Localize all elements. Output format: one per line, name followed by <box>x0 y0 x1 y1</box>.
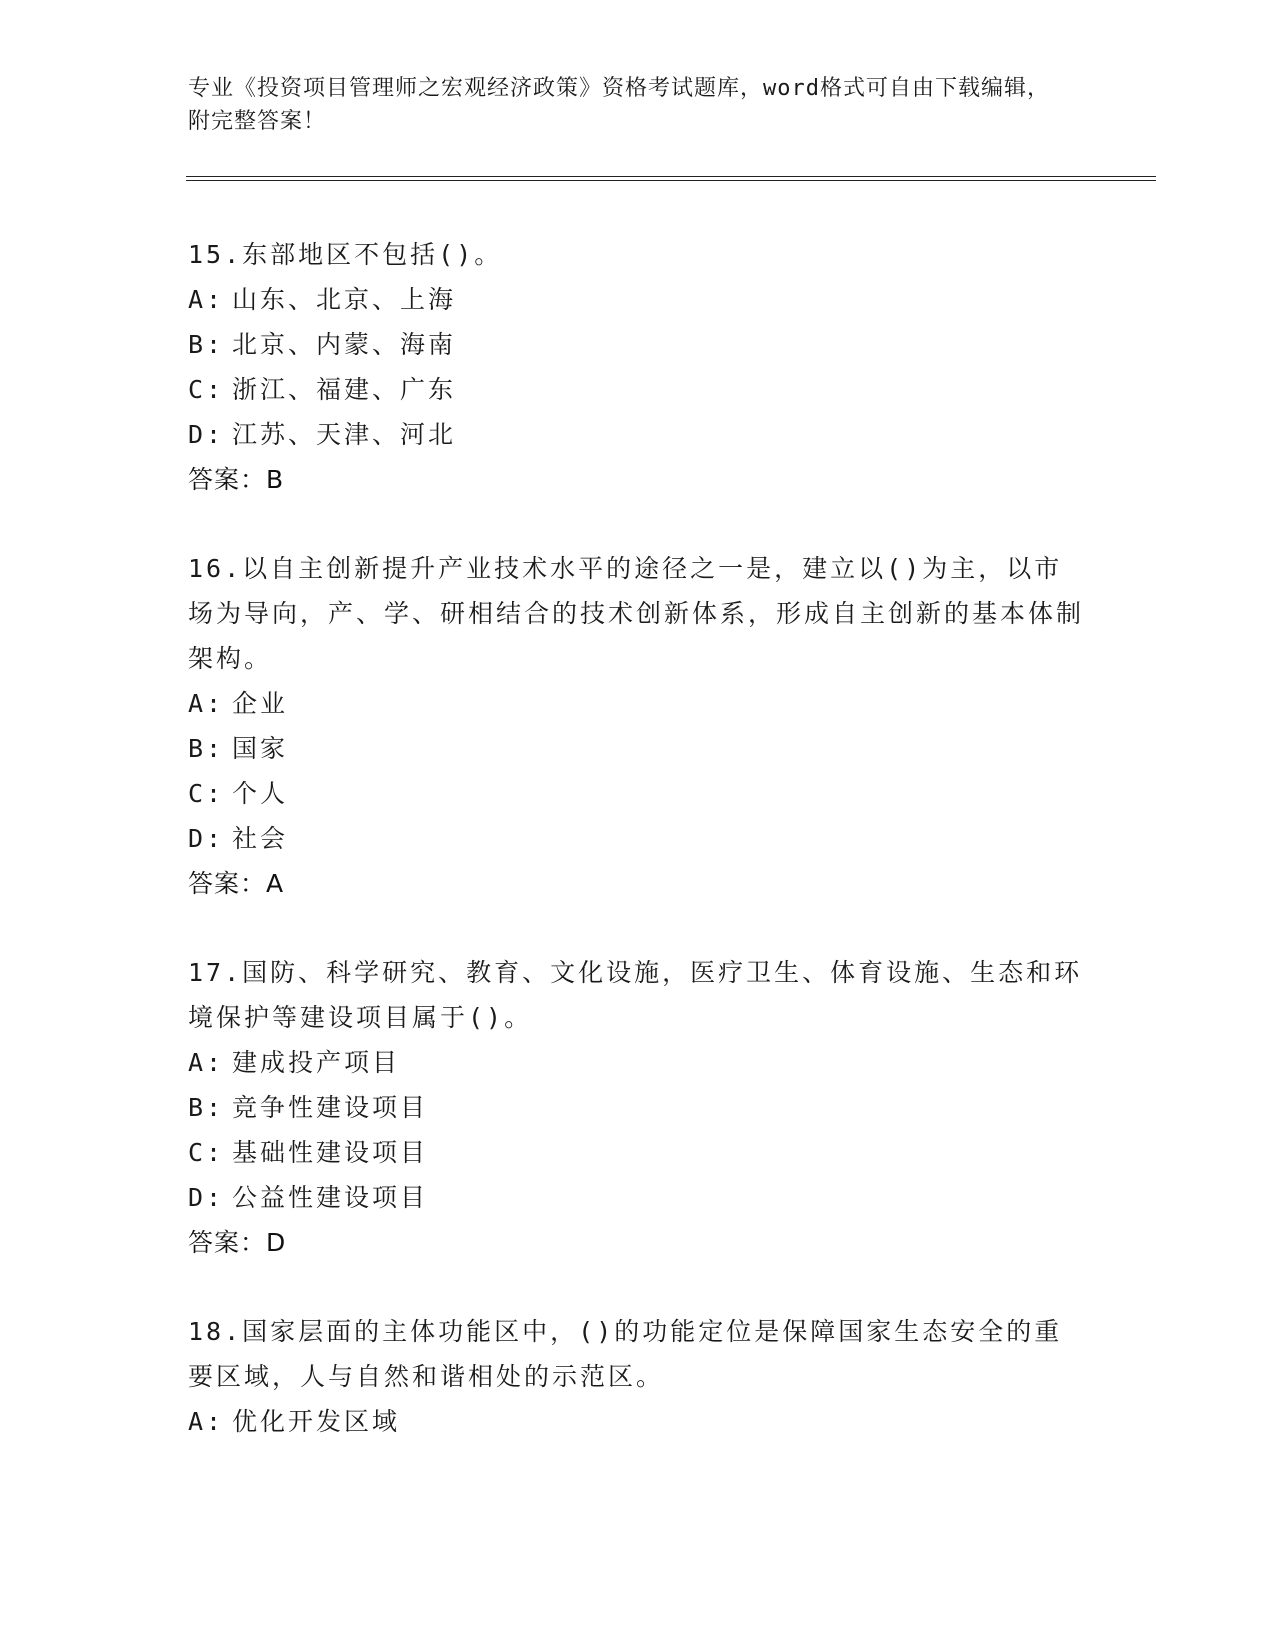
option-text: 浙江、福建、广东 <box>232 375 457 404</box>
option-b <box>188 1085 1088 1130</box>
option-letter: D: <box>188 1183 225 1212</box>
question-18 <box>188 1309 1088 1444</box>
header-divider <box>186 176 1156 181</box>
question-list <box>188 232 1088 1488</box>
option-c <box>188 1130 1088 1175</box>
document-header: 专业《投资项目管理师之宏观经济政策》资格考试题库，word格式可自由下载编辑，附完整答案！ <box>188 76 1050 134</box>
question-15 <box>188 232 1088 502</box>
option-text: 建成投产项目 <box>232 1048 401 1077</box>
question-stem: 16.以自主创新提升产业技术水平的途径之一是，建立以()为主，以市场为导向，产、学、研相结合的技术创新体系，形成自主创新的基本体制架构。 <box>188 554 1085 673</box>
option-text: 江苏、天津、河北 <box>232 420 457 449</box>
option-text: 国家 <box>232 734 289 763</box>
question-17 <box>188 950 1088 1265</box>
answer-line: 答案：B <box>188 465 285 494</box>
option-c <box>188 367 1088 412</box>
option-letter: D: <box>188 824 225 853</box>
answer-line: 答案：D <box>188 1228 287 1257</box>
option-text: 企业 <box>232 689 289 718</box>
question-16 <box>188 546 1088 906</box>
option-a <box>188 681 1088 726</box>
option-letter: B: <box>188 330 225 359</box>
option-text: 优化开发区域 <box>232 1407 401 1436</box>
option-text: 山东、北京、上海 <box>232 285 457 314</box>
option-letter: A: <box>188 689 225 718</box>
option-d <box>188 1175 1088 1220</box>
option-a <box>188 277 1088 322</box>
option-c <box>188 771 1088 816</box>
option-text: 社会 <box>232 824 289 853</box>
answer-line: 答案：A <box>188 869 285 898</box>
option-letter: A: <box>188 1407 225 1436</box>
option-letter: B: <box>188 734 225 763</box>
question-stem: 18.国家层面的主体功能区中，()的功能定位是保障国家生态安全的重要区域，人与自然和谐相处的示范区。 <box>188 1317 1063 1391</box>
option-text: 基础性建设项目 <box>232 1138 429 1167</box>
option-b <box>188 726 1088 771</box>
option-letter: D: <box>188 420 225 449</box>
option-letter: C: <box>188 1138 225 1167</box>
option-a <box>188 1399 1088 1444</box>
option-text: 竞争性建设项目 <box>232 1093 429 1122</box>
option-d <box>188 412 1088 457</box>
option-letter: B: <box>188 1093 225 1122</box>
option-letter: C: <box>188 375 225 404</box>
option-letter: A: <box>188 1048 225 1077</box>
option-text: 北京、内蒙、海南 <box>232 330 457 359</box>
option-b <box>188 322 1088 367</box>
option-text: 个人 <box>232 779 289 808</box>
option-d <box>188 816 1088 861</box>
option-a <box>188 1040 1088 1085</box>
option-letter: A: <box>188 285 225 314</box>
option-text: 公益性建设项目 <box>232 1183 429 1212</box>
question-stem: 15.东部地区不包括()。 <box>188 240 503 269</box>
option-letter: C: <box>188 779 225 808</box>
question-stem: 17.国防、科学研究、教育、文化设施，医疗卫生、体育设施、生态和环境保护等建设项目属于()。 <box>188 958 1083 1032</box>
